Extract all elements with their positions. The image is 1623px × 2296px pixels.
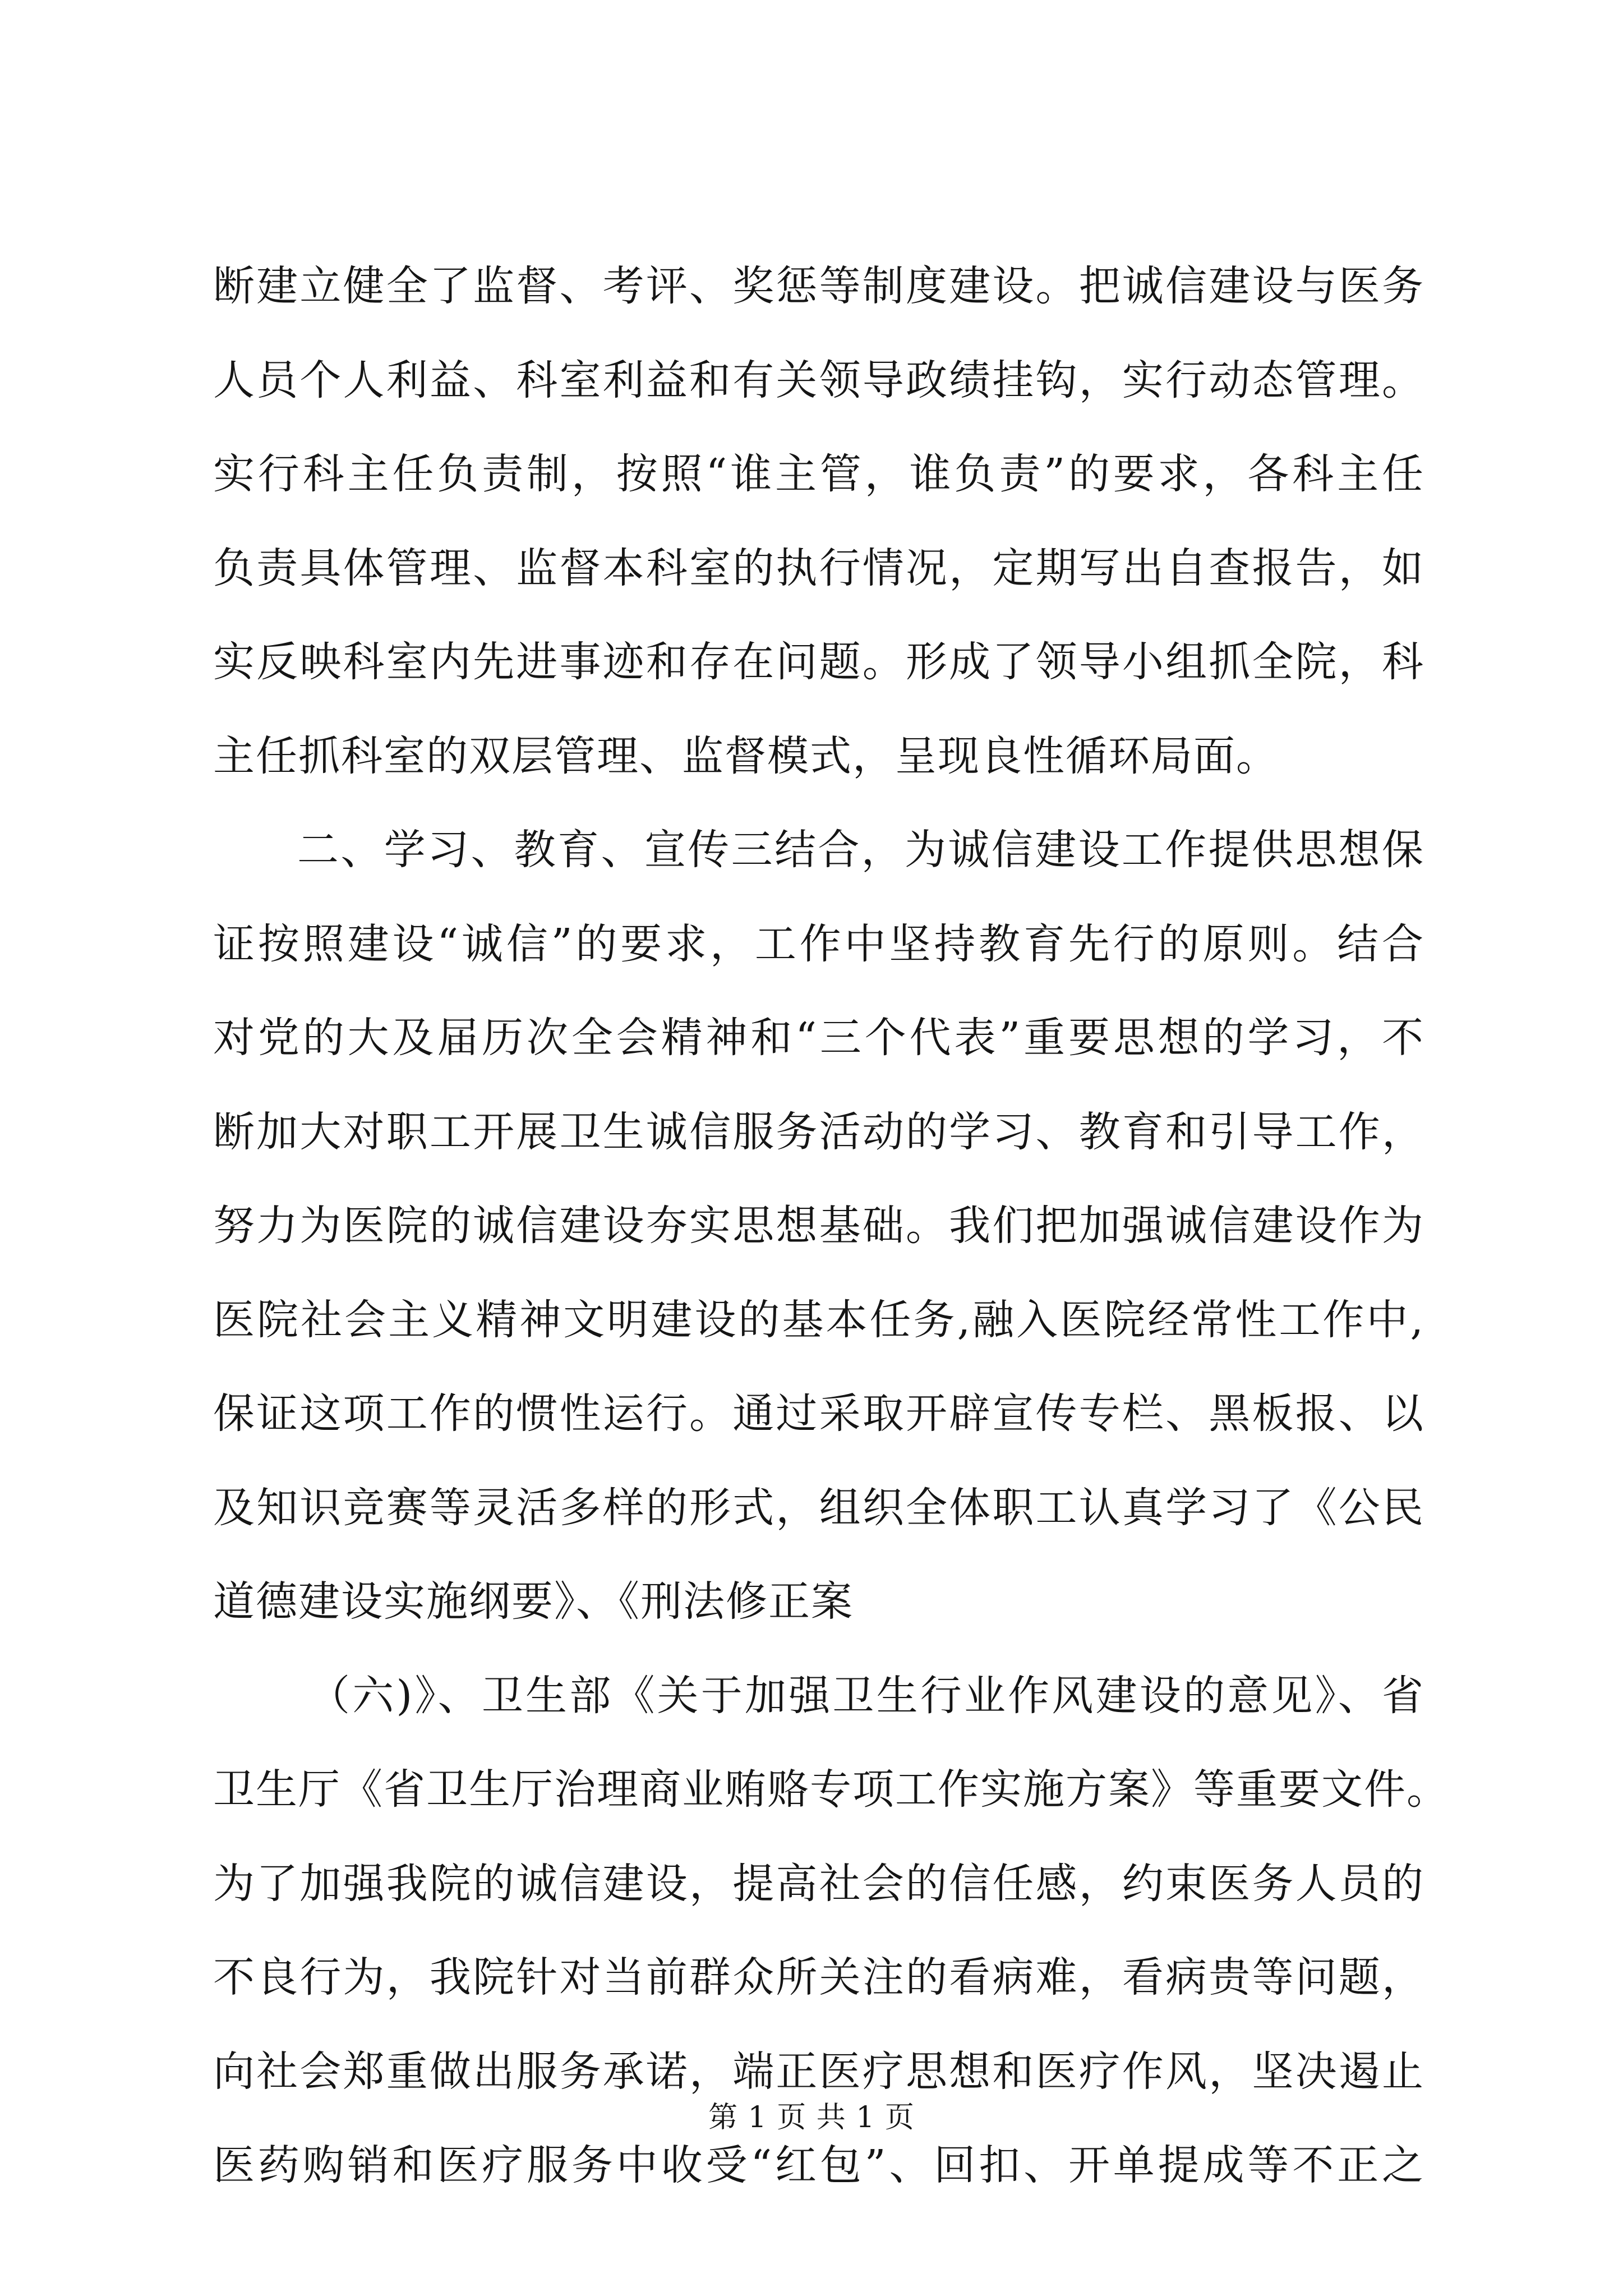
text-line: 医院社会主义精神文明建设的基本任务,融入医院经常性工作中, bbox=[213, 1296, 1424, 1344]
text-line: 向社会郑重做出服务承诺，端正医疗思想和医疗作风，坚决遏止 bbox=[213, 2047, 1424, 2096]
text-line: 负责具体管理、监督本科室的执行情况，定期写出自查报告，如 bbox=[213, 544, 1424, 592]
text-line: 断加大对职工开展卫生诚信服务活动的学习、教育和引导工作， bbox=[213, 1108, 1424, 1156]
text-line: 医药购销和医疗服务中收受“红包”、回扣、开单提成等不正之 bbox=[213, 2141, 1424, 2189]
text-line: 实行科主任负责制，按照“谁主管，谁负责”的要求，各科主任 bbox=[213, 450, 1424, 498]
text-line: 断建立健全了监督、考评、奖惩等制度建设。把诚信建设与医务 bbox=[213, 262, 1424, 310]
text-line: 对党的大及届历次全会精神和“三个代表”重要思想的学习，不 bbox=[213, 1014, 1424, 1062]
text-line: 实反映科室内先进事迹和存在问题。形成了领导小组抓全院，科 bbox=[213, 638, 1424, 686]
text-line: 不良行为，我院针对当前群众所关注的看病难，看病贵等问题， bbox=[213, 1953, 1424, 2001]
text-line: 人员个人利益、科室利益和有关领导政绩挂钩，实行动态管理。 bbox=[213, 356, 1424, 404]
text-line: 为了加强我院的诚信建设，提高社会的信任感，约束医务人员的 bbox=[213, 1860, 1424, 1908]
page-footer: 第 1 页 共 1 页 bbox=[708, 2101, 915, 2134]
text-line: 道德建设实施纲要》、《刑法修正案 bbox=[213, 1577, 854, 1626]
text-line: 努力为医院的诚信建设夯实思想基础。我们把加强诚信建设作为 bbox=[213, 1202, 1424, 1250]
text-line: 主任抓科室的双层管理、监督模式，呈现良性循环局面。 bbox=[213, 732, 1279, 780]
text-line: （六)》、卫生部《关于加强卫生行业作风建设的意见》、省 bbox=[308, 1672, 1424, 1720]
text-line: 保证这项工作的惯性运行。通过采取开辟宣传专栏、黑板报、以 bbox=[213, 1389, 1424, 1438]
text-line: 及知识竞赛等灵活多样的形式，组织全体职工认真学习了《公民 bbox=[213, 1484, 1424, 1532]
paragraph-heading-line: 二、学习、教育、宣传三结合，为诚信建设工作提供思想保 bbox=[297, 826, 1424, 874]
text-line: 卫生厅《省卫生厅治理商业贿赂专项工作实施方案》等重要文件。 bbox=[213, 1765, 1449, 1814]
text-line: 证按照建设“诚信”的要求，工作中坚持教育先行的原则。结合 bbox=[213, 920, 1424, 968]
